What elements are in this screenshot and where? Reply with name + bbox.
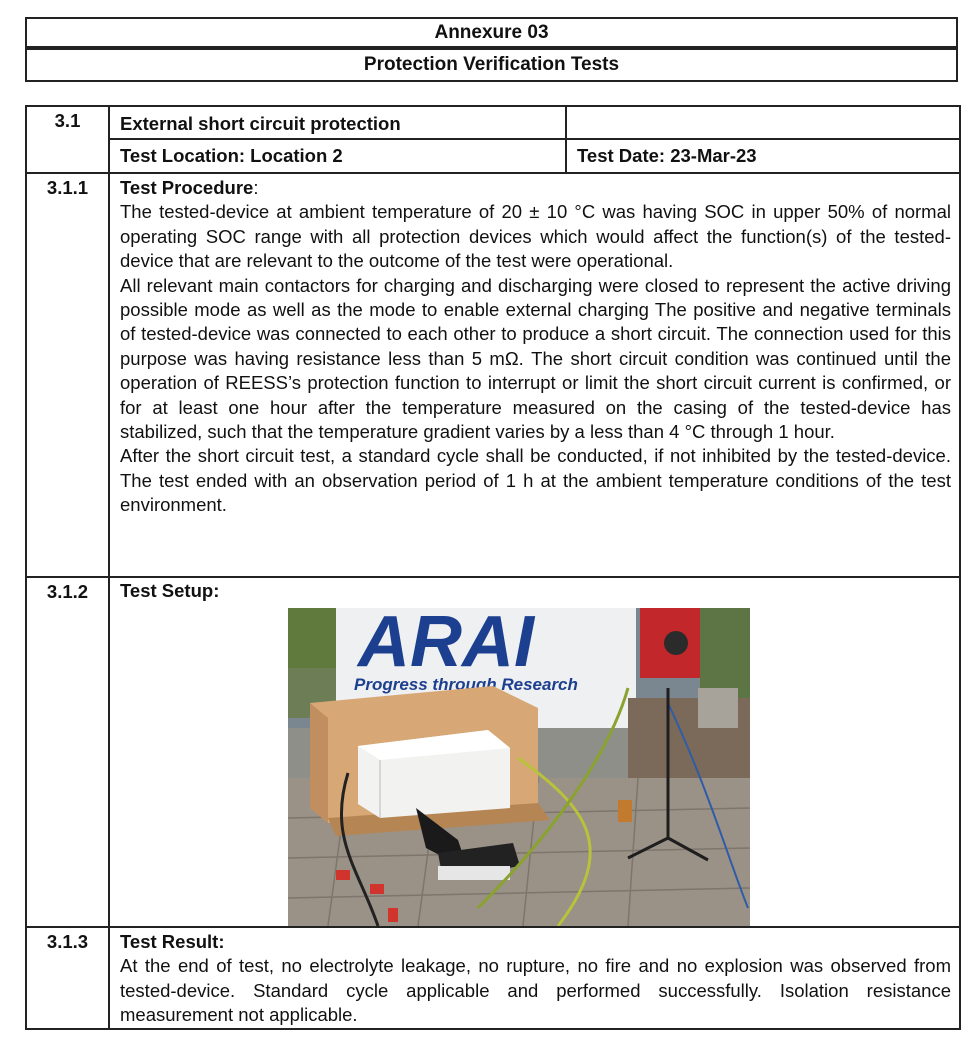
test-setup-photo-svg xyxy=(288,608,750,926)
result-text: At the end of test, no electrolyte leakage, no rupture, no fire and no explosion was observed from tested-device. Standard cycle applicable and performed successfully. Isolation resistance measurement not applicable. xyxy=(120,955,951,1026)
procedure-paragraph-2: All relevant main contactors for charging and discharging were closed to represent the active driving possible mode as well as the mode to enable external charging The positive and negative terminals of tested-device was connected to each other to produce a short circuit. The connection used for this purpose was having resistance less than 5 mΩ. The short circuit condition was continued until the operation of REESS’s protection function to interrupt or limit the short circuit current is confirmed, or for at least one hour after the temperature measured on the casing of the tested-device has stabilized, such that the temperature gradient varies by a less than 4 °C through 1 hour. xyxy=(120,274,951,443)
section-number: 3.1 xyxy=(26,106,109,173)
procedure-number: 3.1.1 xyxy=(26,173,109,577)
setup-heading: Test Setup: xyxy=(120,580,220,601)
banner-tagline-text: Progress through Research xyxy=(353,675,578,694)
section-title-blank-cell xyxy=(566,106,960,139)
banner-logo-text: ARAI xyxy=(357,608,534,682)
test-setup-photo xyxy=(288,608,750,926)
test-location: Test Location: Location 2 xyxy=(109,139,566,173)
multimeter-box xyxy=(698,688,738,728)
result-heading: Test Result: xyxy=(120,931,225,952)
procedure-paragraph-1: The tested-device at ambient temperature of 20 ± 10 °C was having SOC in upper 50% of normal operating SOC range with all protection devices which would affect the function(s) of the tested-device that are relevant to the outcome of the test were operational. xyxy=(120,201,951,272)
procedure-cell xyxy=(109,173,960,577)
procedure-heading: Test Procedure xyxy=(120,177,254,198)
annexure-title: Annexure 03 xyxy=(25,17,958,48)
section-title: External short circuit protection xyxy=(109,106,566,139)
procedure-paragraph-3: After the short circuit test, a standard cycle shall be conducted, if not inhibited by the tested-device. The test ended with an observation period of 1 h at the ambient temperature conditions of the test environment. xyxy=(120,445,951,516)
procedure-heading-colon: : xyxy=(253,177,259,198)
battery-pack xyxy=(358,730,510,818)
setup-cell xyxy=(109,577,960,927)
result-number: 3.1.3 xyxy=(26,927,109,1029)
annexure-subtitle: Protection Verification Tests xyxy=(25,48,958,82)
test-date: Test Date: 23-Mar-23 xyxy=(566,139,960,173)
test-report-table xyxy=(25,105,961,1030)
setup-number: 3.1.2 xyxy=(26,577,109,927)
result-cell xyxy=(109,927,960,1029)
